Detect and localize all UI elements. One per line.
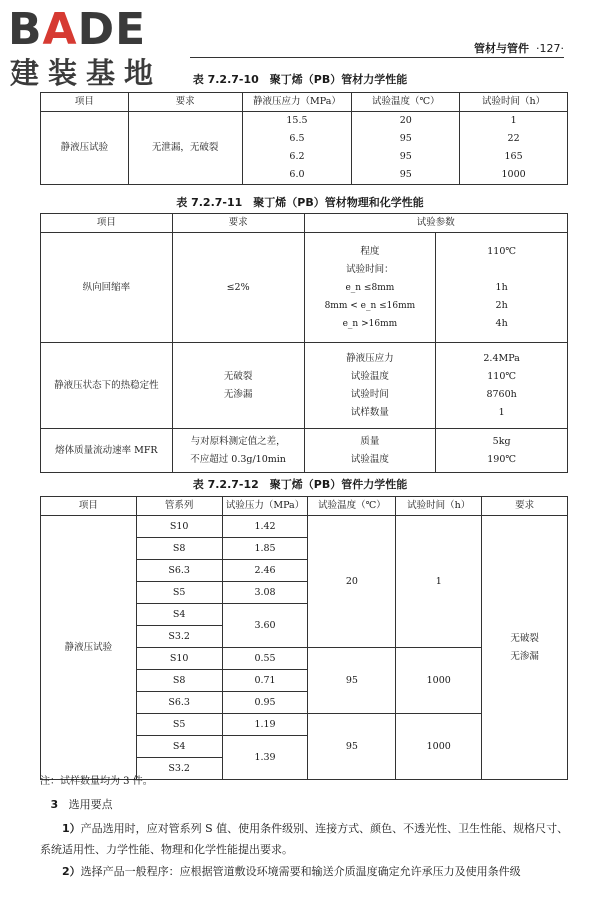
series-cell: S3.2 (136, 758, 222, 780)
table-cell: ≤2% (172, 233, 304, 343)
cell-value: 95 (399, 151, 412, 162)
param-names-cell (304, 429, 436, 473)
cell-value: 与对原料测定值之差， (190, 435, 286, 447)
pressure-cell: 1.42 (222, 516, 308, 538)
paragraph (40, 818, 570, 860)
cell-value: 质量 (360, 435, 380, 447)
table-row (41, 429, 568, 473)
cell-value: 不应超过 0.3g/10min (190, 453, 286, 465)
series-cell: S6.3 (136, 692, 222, 714)
cell-value: 1h (495, 281, 508, 293)
cell-value: 无渗漏 (510, 650, 539, 662)
temp-cell (352, 112, 460, 185)
cell-value: 95 (399, 133, 412, 144)
cell-value: 110℃ (487, 370, 516, 382)
series-cell: S5 (136, 714, 222, 736)
temp-cell: 95 (308, 714, 396, 780)
column-header: 要求 (482, 497, 568, 516)
series-cell: S6.3 (136, 560, 222, 582)
param-values-cell (436, 233, 568, 343)
column-header: 要求 (172, 214, 304, 233)
table1-caption: 表 7.2.7-10 聚丁烯（PB）管材力学性能 (192, 73, 408, 86)
column-header: 试验参数 (304, 214, 568, 233)
column-header: 试验压力（MPa） (222, 497, 308, 516)
requirement-cell (482, 516, 568, 780)
column-header: 要求 (128, 93, 242, 112)
temp-cell: 20 (308, 516, 396, 648)
table-header-row (41, 497, 568, 516)
series-cell: S10 (136, 516, 222, 538)
cell-value: 试验温度 (350, 453, 389, 465)
paragraph-text: 产品选用时，应对管系列 S 值、使用条件级别、连接方式、颜色、不透光性、卫生性能、规格尺寸、系统适用性、力学性能、物理和化学性能提出要求。 (40, 822, 569, 856)
pressure-cell: 2.46 (222, 560, 308, 582)
pressure-cell: 3.08 (222, 582, 308, 604)
column-header: 项目 (41, 93, 129, 112)
table-cell: 无泄漏，无破裂 (128, 112, 242, 185)
fitting-mechanical-table (40, 496, 568, 780)
cell-value: 2.4MPa (483, 352, 520, 364)
cell-value: 22 (507, 133, 520, 144)
paragraph-text: 选择产品一般程序：应根据管道敷设环境需要和输送介质温度确定允许承压力及使用条件级 (80, 865, 521, 878)
series-cell: S5 (136, 582, 222, 604)
cell-value: 5kg (492, 435, 511, 447)
cell-value: 无破裂 (223, 370, 253, 382)
series-cell: S4 (136, 604, 222, 626)
table-note: 注：试样数量均为 3 件。 (40, 776, 153, 787)
cell-value: 20 (399, 115, 412, 126)
pressure-cell: 0.95 (222, 692, 308, 714)
cell-value: 6.0 (289, 169, 305, 180)
time-cell: 1000 (396, 714, 482, 780)
pressure-cell: 0.71 (222, 670, 308, 692)
column-header: 静液压应力（MPa） (242, 93, 352, 112)
column-header: 项目 (41, 497, 137, 516)
column-header: 试验温度（℃） (308, 497, 396, 516)
pressure-cell: 1.85 (222, 538, 308, 560)
paragraph-number: 1） (62, 822, 81, 835)
param-values-cell (436, 429, 568, 473)
section-title: 选用要点 (68, 798, 113, 811)
pipe-physical-chemical-table (40, 213, 568, 473)
stress-cell (242, 112, 352, 185)
cell-value (438, 261, 565, 279)
paragraph-number: 2） (62, 865, 81, 878)
cell-value: 8mm < e_n ≤16mm (324, 300, 416, 311)
series-cell: S4 (136, 736, 222, 758)
cell-value: 15.5 (286, 115, 308, 126)
column-header: 项目 (41, 214, 173, 233)
cell-value: 165 (504, 151, 523, 162)
cell-value: 6.2 (289, 151, 305, 162)
table2-caption: 表 7.2.7-11 聚丁烯（PB）管材物理和化学性能 (176, 196, 424, 209)
series-cell: S10 (136, 648, 222, 670)
cell-value: 190℃ (487, 453, 516, 465)
table-cell: 静液压状态下的热稳定性 (41, 343, 173, 429)
temp-cell: 95 (308, 648, 396, 714)
cell-value: 试验温度 (350, 370, 389, 382)
paragraph (40, 860, 570, 884)
column-header: 试验时间（h） (460, 93, 568, 112)
page-number: ·127· (536, 42, 564, 55)
section-name: 管材与管件 (474, 42, 529, 55)
param-values-cell (436, 343, 568, 429)
table-cell: 静液压试验 (41, 516, 137, 780)
table-row (41, 112, 568, 185)
series-cell: S8 (136, 670, 222, 692)
cell-value: 6.5 (289, 133, 305, 144)
table-row (41, 343, 568, 429)
table-header-row (41, 214, 568, 233)
table-cell: 静液压试验 (41, 112, 129, 185)
cell-value: 1 (510, 115, 517, 126)
table-cell: 熔体质量流动速率 MFR (41, 429, 173, 473)
column-header: 试验时间（h） (396, 497, 482, 516)
series-cell: S8 (136, 538, 222, 560)
cell-value: 8760h (486, 388, 517, 400)
table3-caption: 表 7.2.7-12 聚丁烯（PB）管件力学性能 (192, 478, 408, 491)
param-names-cell (304, 343, 436, 429)
logo-subtitle: 建装基地 (10, 56, 163, 90)
column-header: 管系列 (136, 497, 222, 516)
section-number: 3 (50, 798, 59, 811)
notes-section (40, 772, 570, 884)
column-header: 试验温度（℃） (352, 93, 460, 112)
table-cell (172, 429, 304, 473)
pressure-cell: 3.60 (222, 604, 308, 648)
cell-value: 2h (495, 299, 508, 311)
cell-value: e_n >16mm (342, 318, 398, 329)
time-cell (460, 112, 568, 185)
cell-value: 无破裂 (510, 632, 539, 644)
pressure-cell: 1.39 (222, 736, 308, 780)
time-cell: 1 (396, 516, 482, 648)
cell-value: e_n ≤8mm (345, 282, 395, 293)
series-cell: S3.2 (136, 626, 222, 648)
cell-value: 试验时间： (346, 263, 394, 275)
pipe-mechanical-table (40, 92, 568, 185)
time-cell: 1000 (396, 648, 482, 714)
cell-value: 1000 (501, 169, 526, 180)
pressure-cell: 0.55 (222, 648, 308, 670)
table-cell (172, 343, 304, 429)
cell-value: 无渗漏 (223, 388, 253, 400)
cell-value: 1 (498, 406, 505, 418)
pressure-cell: 1.19 (222, 714, 308, 736)
cell-value: 试验时间 (350, 388, 389, 400)
cell-value: 4h (495, 317, 508, 329)
cell-value: 静液压应力 (346, 352, 394, 364)
cell-value: 试样数量 (350, 406, 389, 418)
cell-value: 95 (399, 169, 412, 180)
cell-value: 110℃ (487, 245, 516, 257)
table-header-row (41, 93, 568, 112)
logo-mark: BADE (8, 4, 147, 55)
table-row (41, 516, 568, 538)
header-rule (190, 57, 564, 58)
param-names-cell (304, 233, 436, 343)
section-heading (40, 792, 570, 818)
running-head (474, 40, 564, 56)
cell-value: 程度 (360, 245, 380, 257)
table-row (41, 233, 568, 343)
table-cell: 纵向回缩率 (41, 233, 173, 343)
